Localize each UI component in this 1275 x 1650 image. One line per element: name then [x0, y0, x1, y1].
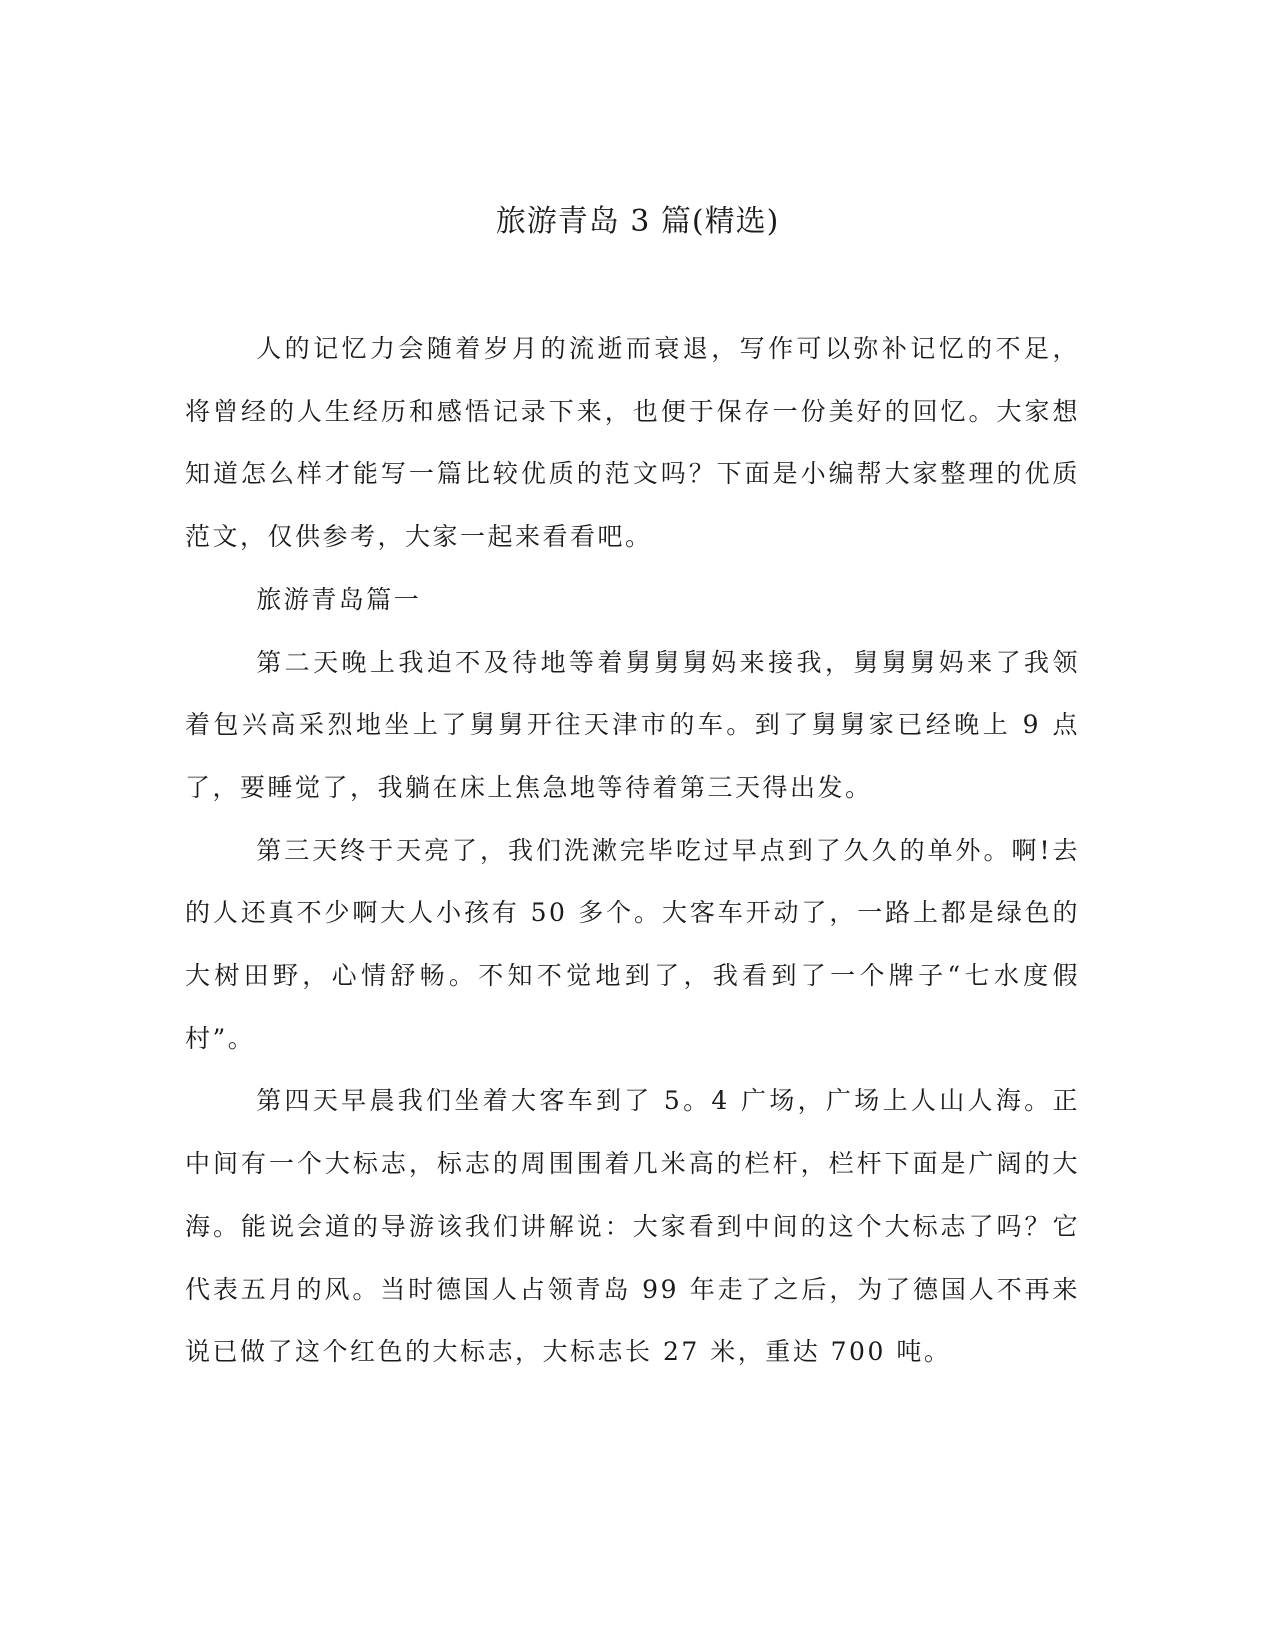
- document-body: [185, 318, 1080, 1384]
- body-paragraph-3: 第四天早晨我们坐着大客车到了 5。4 广场，广场上人山人海。正中间有一个大标志，标志的周围围着几米高的栏杆，栏杆下面是广阔的大海。能说会道的导游该我们讲解说：大家看到中间的这个大标志了吗？它代表五月的风。当时德国人占领青岛 99 年走了之后，为了德国人不再来说已做了这个红色的大标志，大标志长 27 米，重达 700 吨。: [185, 1086, 1080, 1367]
- section-heading: 旅游青岛篇一: [256, 584, 422, 614]
- body-paragraph-1: 第二天晚上我迫不及待地等着舅舅舅妈来接我，舅舅舅妈来了我领着包兴高采烈地坐上了舅舅开往天津市的车。到了舅舅家已经晚上 9 点了，要睡觉了，我躺在床上焦急地等待着第三天得出发。: [185, 647, 1080, 802]
- body-paragraph-2: 第三天终于天亮了，我们洗漱完毕吃过早点到了久久的单外。啊!去的人还真不少啊大人小孩有 50 多个。大客车开动了，一路上都是绿色的大树田野，心情舒畅。不知不觉地到了，我看到了一个牌子“七水度假村”。: [185, 835, 1080, 1053]
- document-title: 旅游青岛 3 篇(精选): [495, 204, 780, 239]
- intro-paragraph: 人的记忆力会随着岁月的流逝而衰退，写作可以弥补记忆的不足，将曾经的人生经历和感悟记录下来，也便于保存一份美好的回忆。大家想知道怎么样才能写一篇比较优质的范文吗？下面是小编帮大家整理的优质范文，仅供参考，大家一起来看看吧。: [185, 334, 1080, 552]
